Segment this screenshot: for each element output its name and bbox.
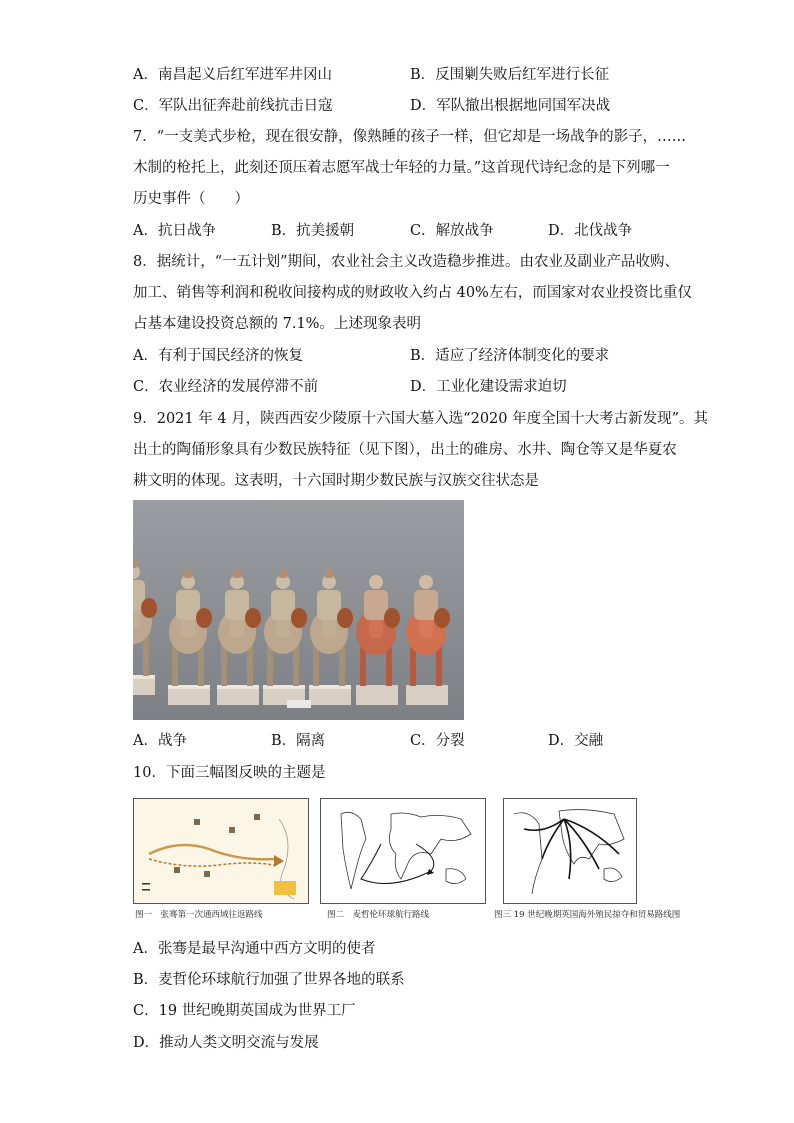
q6-option-c: C．军队出征奔赴前线抗击日寇 — [133, 98, 333, 114]
q7-option-a: A．抗日战争 — [133, 223, 216, 239]
map-zhang-qian-route — [133, 798, 309, 904]
q7-stem-line2: 木制的枪托上，此刻还顶压着志愿军战士年轻的力量。”这首现代诗纪念的是下列哪一 — [133, 160, 670, 176]
q7-stem-line3: 历史事件（ ） — [133, 191, 249, 207]
q10-option-d: D．推动人类文明交流与发展 — [133, 1035, 319, 1051]
pottery-figurines-photo — [133, 500, 464, 720]
q9-option-c: C．分裂 — [410, 733, 465, 749]
q9-stem-line1: 9．2021 年 4 月，陕西西安少陵原十六国大墓入选“2020 年度全国十大考古新发现”。其 — [133, 411, 709, 427]
q7-option-d: D．北伐战争 — [548, 223, 633, 239]
q6-option-d: D．军队撤出根据地同国军决战 — [410, 98, 611, 114]
map-magellan-route — [320, 798, 486, 904]
q8-option-c: C．农业经济的发展停滞不前 — [133, 379, 319, 395]
q9-option-a: A．战争 — [133, 733, 187, 749]
q8-option-b: B．适应了经济体制变化的要求 — [410, 348, 610, 364]
q10-stem: 10．下面三幅图反映的主题是 — [133, 765, 326, 781]
map2-caption: 图二 麦哲伦环球航行路线 — [327, 910, 430, 920]
q9-stem-line2: 出土的陶俑形象具有少数民族特征（见下图），出土的碓房、水井、陶仓等又是华夏农 — [133, 442, 677, 458]
map1-caption: 图一 张骞第一次通西域往返路线 — [135, 910, 263, 920]
q6-option-b: B．反围剿失败后红军进行长征 — [410, 67, 610, 83]
q8-option-a: A．有利于国民经济的恢复 — [133, 348, 303, 364]
q8-stem-line1: 8．据统计，“一五计划”期间，农业社会主义改造稳步推进。由农业及副业产品收购、 — [133, 254, 680, 270]
q9-stem-line3: 耕文明的体现。这表明，十六国时期少数民族与汉族交往状态是 — [133, 473, 539, 489]
q8-stem-line3: 占基本建设投资总额的 7.1%。上述现象表明 — [133, 316, 421, 332]
q9-option-d: D．交融 — [548, 733, 604, 749]
q7-option-b: B．抗美援朝 — [271, 223, 355, 239]
q8-option-d: D．工业化建设需求迫切 — [410, 379, 567, 395]
q6-option-a: A．南昌起义后红军进军井冈山 — [133, 67, 332, 83]
map-british-trade-routes — [503, 798, 637, 904]
q8-stem-line2: 加工、销售等利润和税收间接构成的财政收入约占 40%左右，而国家对农业投资比重仅 — [133, 285, 692, 301]
q7-stem-line1: 7．“一支美式步枪，现在很安静，像熟睡的孩子一样，但它却是一场战争的影子，…… — [133, 129, 687, 145]
q10-option-a: A．张骞是最早沟通中西方文明的使者 — [133, 941, 376, 957]
horsemen-figurines-image — [133, 500, 464, 720]
q9-option-b: B．隔离 — [271, 733, 326, 749]
q10-option-c: C．19 世纪晚期英国成为世界工厂 — [133, 1003, 356, 1019]
map3-caption: 图三 19 世纪晚期英国海外殖民掠夺和贸易路线图 — [494, 910, 681, 920]
q10-option-b: B．麦哲伦环球航行加强了世界各地的联系 — [133, 972, 405, 988]
q7-option-c: C．解放战争 — [410, 223, 494, 239]
